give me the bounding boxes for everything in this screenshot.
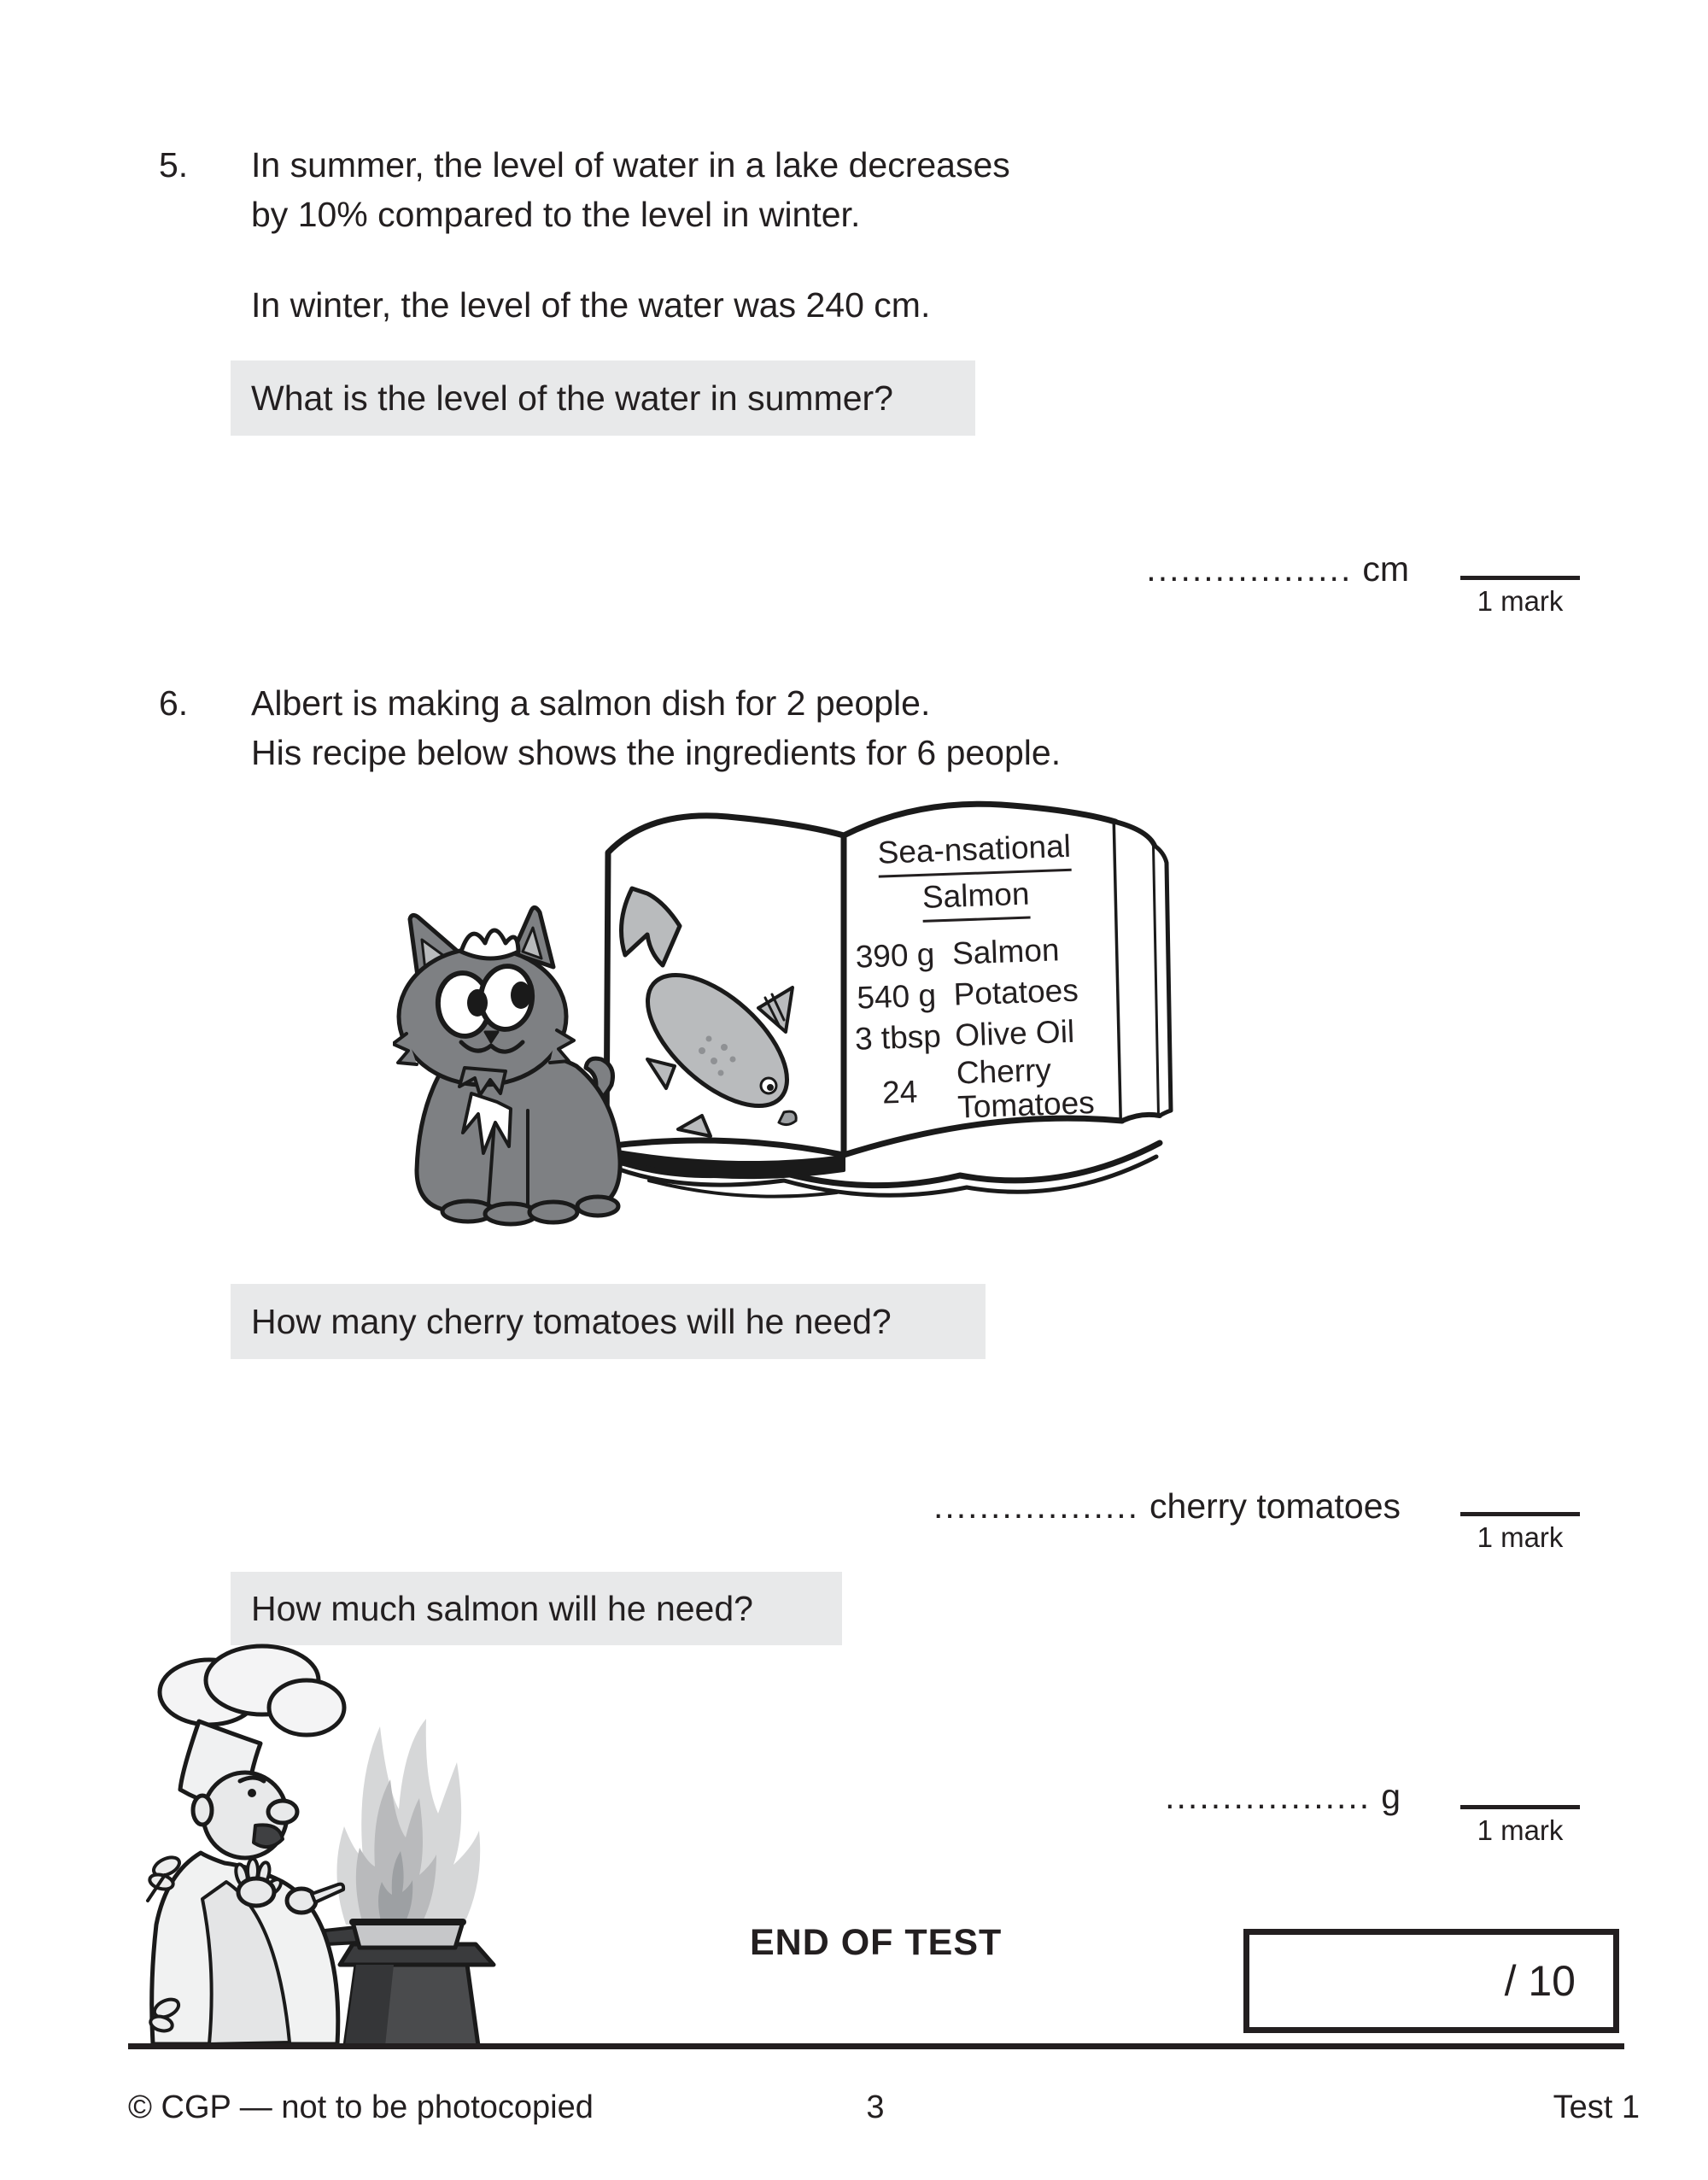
q6-salmon-prompt-box [231, 1572, 842, 1645]
q6-salmon-answer-unit: g [1381, 1777, 1401, 1816]
q5-mark-label: 1 mark [1477, 585, 1564, 617]
score-box [1243, 1929, 1619, 2033]
cat-icon [393, 907, 620, 1224]
q6-salmon-answer-line [1165, 1777, 1401, 1817]
cat-paw [577, 1197, 618, 1216]
chef-eye [248, 1789, 256, 1797]
ingredient-name: Olive Oil [954, 1013, 1075, 1053]
q6-line1: Albert is making a salmon dish for 2 people. [251, 683, 931, 723]
ingredient-qty: 3 tbsp [854, 1018, 942, 1057]
ingredient-qty: 540 g [856, 977, 937, 1016]
q6-salmon-answer-dots: .................. [1165, 1777, 1372, 1816]
q6-tomatoes-mark-tab [1460, 1512, 1580, 1554]
q6-salmon-prompt: How much salmon will he need? [251, 1588, 753, 1628]
chef-icon [148, 1646, 344, 2044]
ingredient-name: Salmon [951, 932, 1061, 971]
q5-para2: In winter, the level of the water was 240 cm. [251, 285, 931, 325]
q6-tomatoes-prompt-box [231, 1284, 986, 1359]
footer-test-label: Test 1 [1553, 2089, 1640, 2125]
cat-pupil [467, 989, 488, 1017]
q6-tomatoes-answer-unit: cherry tomatoes [1149, 1486, 1401, 1526]
footer-page-number: 3 [866, 2089, 885, 2125]
recipe-ingredient-list [849, 928, 1112, 1128]
q6-tomatoes-answer-dots: .................. [933, 1486, 1140, 1526]
q6-line2: His recipe below shows the ingredients for 6 people. [251, 733, 1062, 772]
chef-nose [268, 1801, 297, 1823]
footer-copyright: © CGP — not to be photocopied [128, 2089, 594, 2125]
chef-mouth [254, 1825, 283, 1847]
q5-prompt-box [231, 360, 975, 436]
q5-answer-line [1146, 549, 1409, 589]
q6-salmon-mark-tab [1460, 1805, 1580, 1847]
q5-line1: In summer, the level of water in a lake decreases [251, 145, 1010, 185]
cat-forehead-tuft [461, 930, 518, 958]
ingredient-qty: 390 g [855, 936, 936, 975]
q5-mark-tab [1460, 576, 1580, 618]
frying-pan-icon [325, 1922, 463, 1948]
q5-number: 5. [159, 145, 189, 185]
score-box-label: / 10 [1504, 1957, 1576, 2005]
book-page-stack [1115, 822, 1160, 1121]
footer-divider [128, 2043, 1624, 2049]
chef-illustration [81, 1643, 559, 2051]
cat-paw [529, 1202, 577, 1222]
recipe-page [845, 824, 1112, 1128]
recipe-title-line2: Salmon [847, 870, 1105, 924]
stove-icon [340, 1944, 494, 2046]
cat-pupil [511, 982, 531, 1009]
q5-answer-dots: .................. [1146, 549, 1353, 589]
q6-tomatoes-mark-label: 1 mark [1477, 1521, 1564, 1553]
pan-body [353, 1922, 463, 1948]
book-left-page [606, 816, 844, 1155]
q6-number: 6. [159, 683, 189, 723]
q6-tomatoes-prompt: How many cherry tomatoes will he need? [251, 1301, 892, 1341]
ingredient-qty: 24 [881, 1074, 918, 1111]
q5-answer-unit: cm [1362, 549, 1409, 589]
recipe-title-line1: Sea-nsational [845, 824, 1103, 879]
ingredient-name: Cherry Tomatoes [956, 1052, 1096, 1125]
q5-line2: by 10% compared to the level in winter. [251, 195, 861, 234]
chef-ear [193, 1796, 212, 1825]
flames-icon [336, 1719, 480, 1925]
recipe-item [853, 1051, 1112, 1128]
q6-tomatoes-answer-line [933, 1486, 1401, 1527]
q6-salmon-mark-label: 1 mark [1477, 1814, 1564, 1846]
ingredient-name: Potatoes [952, 972, 1079, 1012]
end-of-test-label: END OF TEST [750, 1922, 1003, 1963]
q5-prompt: What is the level of the water in summer? [251, 378, 893, 418]
